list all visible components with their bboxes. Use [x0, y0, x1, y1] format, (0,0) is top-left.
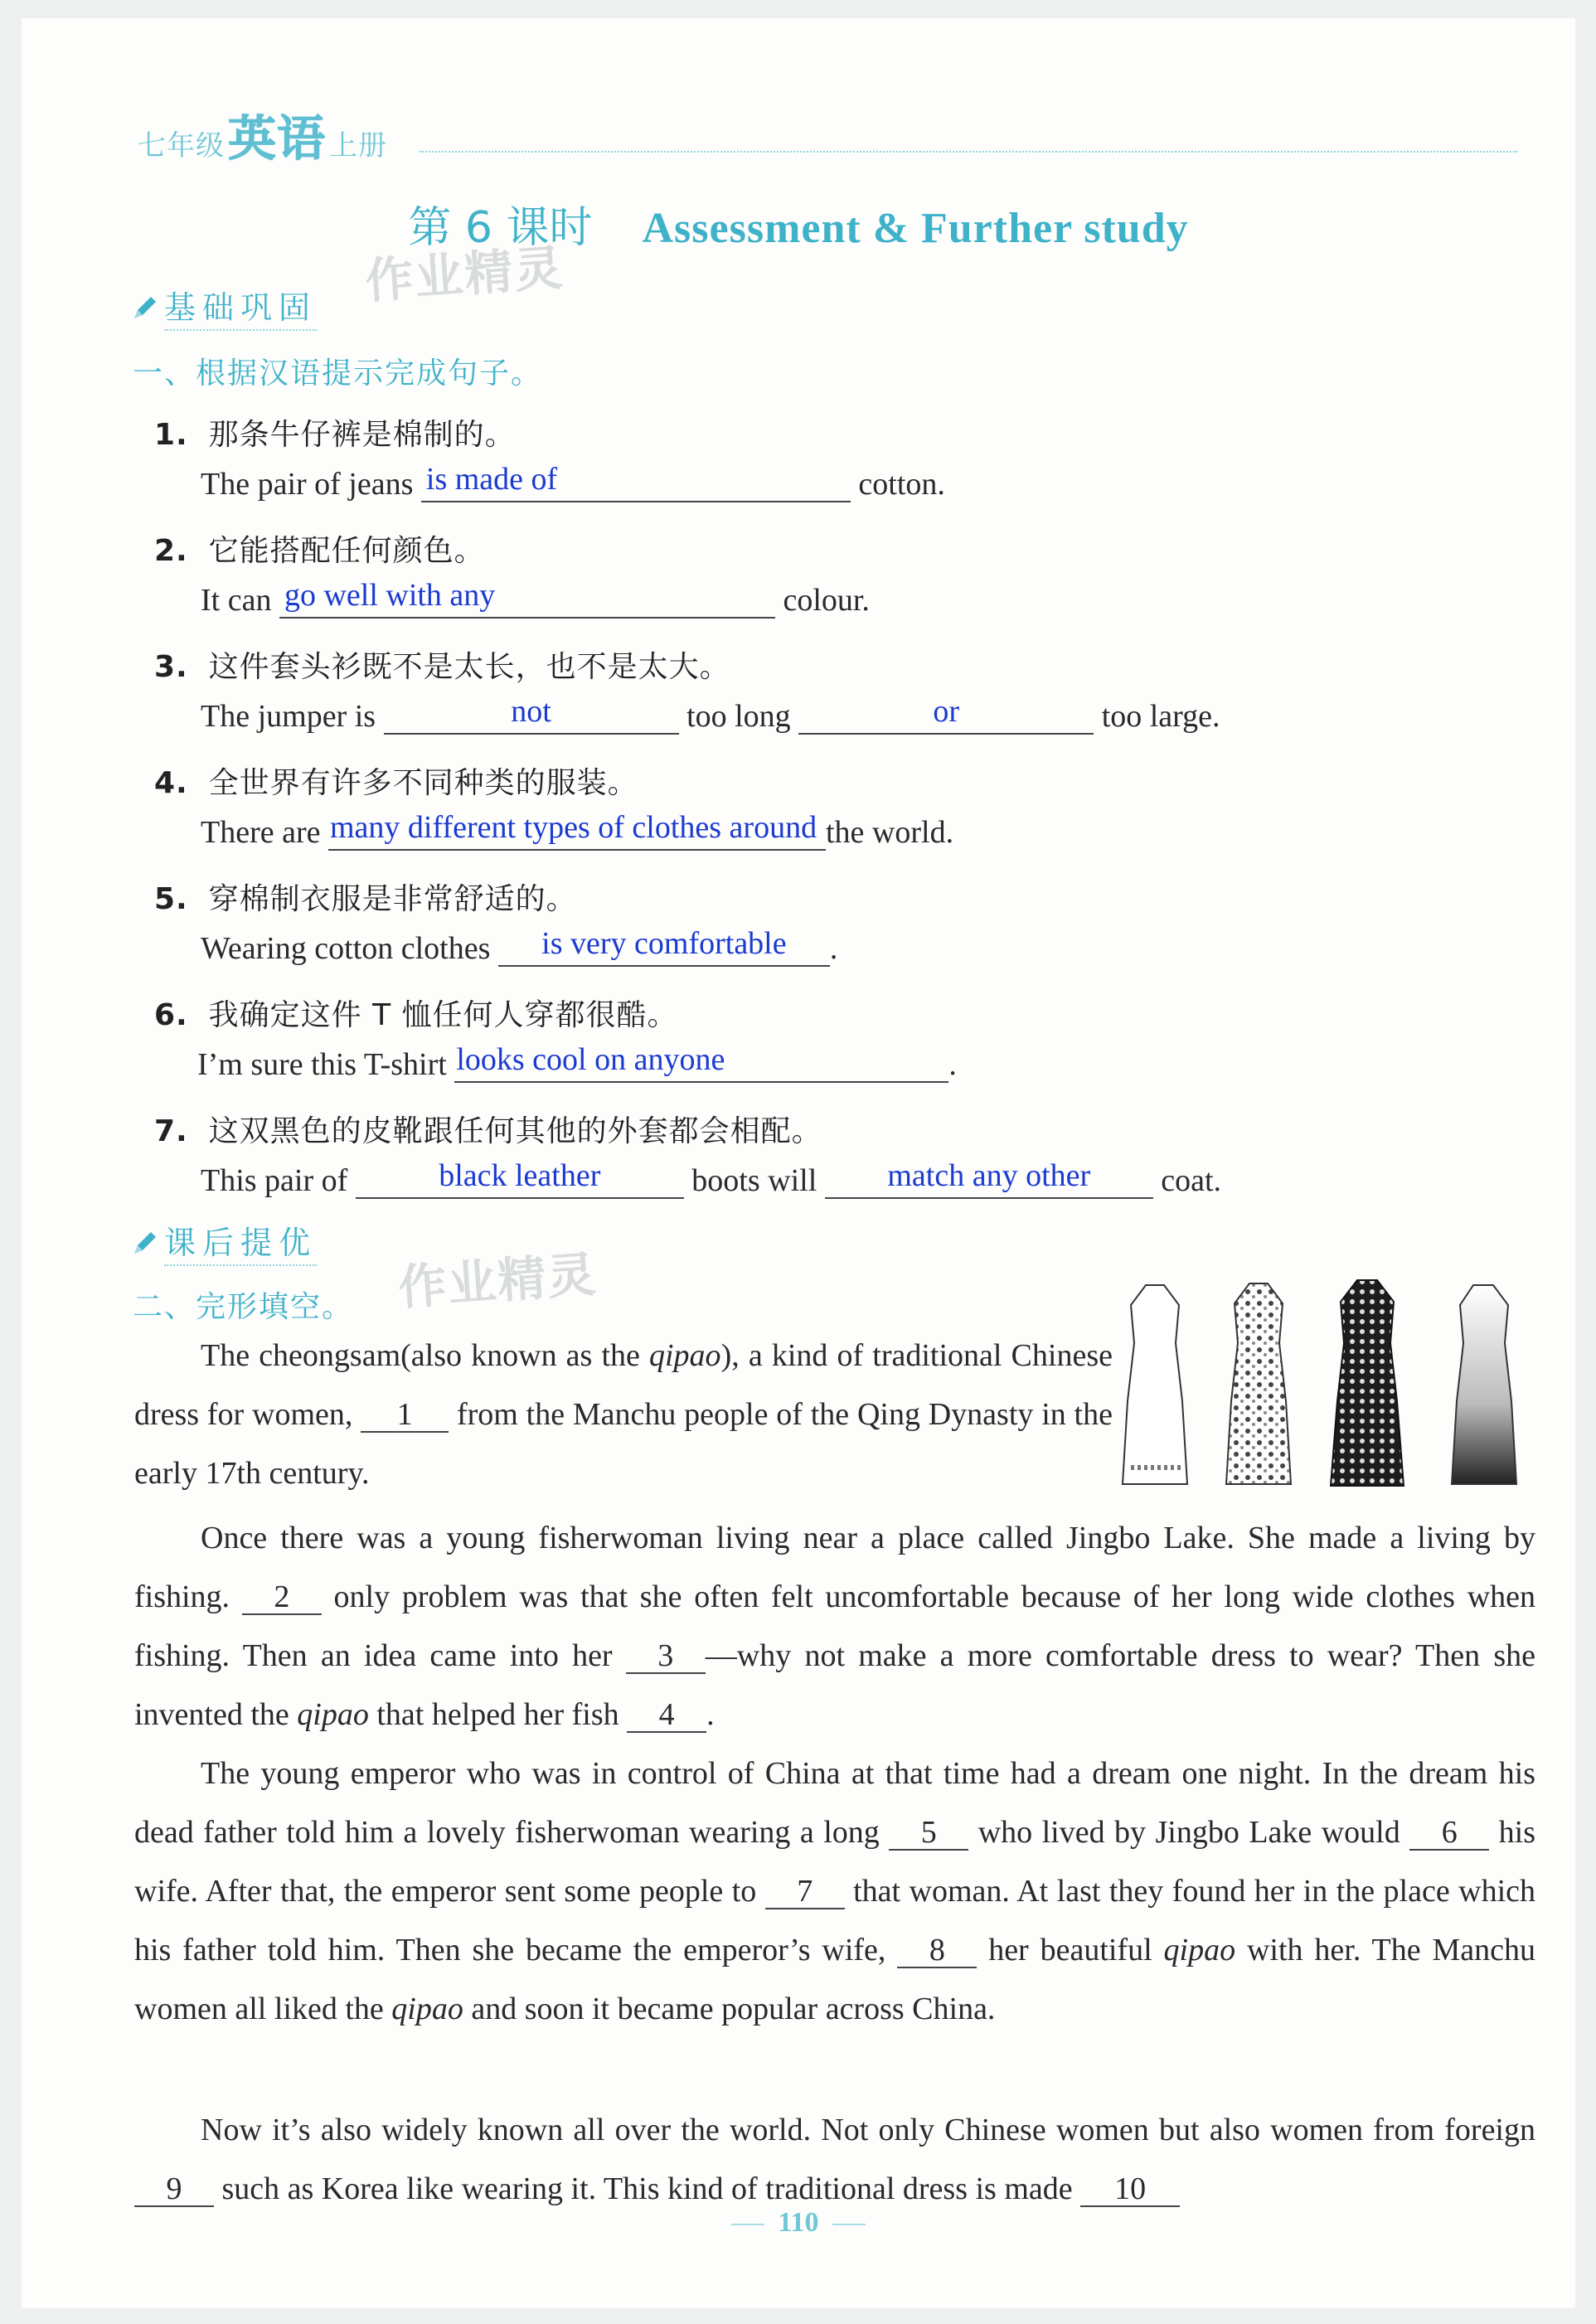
dress-floral — [1226, 1283, 1291, 1484]
page-footer — [22, 2207, 1575, 2239]
cloze-paragraph-3: The young emperor who was in control of China at that time had a dream one night. In the dream his dead father told him a lovely fisherwoman wearing a long 5 who lived by Jingbo Lake would 6 his wife. After that, the emperor sent some people to 7 that woman. At last they found her in the place which his father told him. Then she became the emperor’s wife, 8 her beautiful qipao with her. The Manchu women all liked the qipao and soon it became popular across China. — [134, 1756, 1536, 2026]
answer-line-6: I’m sure this T-shirt looks cool on anyone . — [197, 1042, 957, 1082]
answer-blank[interactable]: not — [384, 700, 679, 735]
cloze-blank[interactable]: 6 — [1409, 1816, 1489, 1851]
lesson-number: 第 6 课时 — [408, 203, 593, 253]
answer-blank[interactable]: is made of — [421, 468, 851, 502]
section-basic — [131, 282, 317, 327]
cloze-blank[interactable]: 10 — [1080, 2172, 1180, 2207]
question-4: 4. 全世界有许多不同种类的服装。 — [154, 766, 638, 800]
cloze-blank[interactable]: 9 — [134, 2172, 214, 2207]
question-6: 6. 我确定这件 T 恤任何人穿都很酷。 — [154, 998, 678, 1032]
volume-label: 上册 — [329, 129, 388, 163]
lesson-topic: Assessment & Further study — [642, 205, 1189, 252]
grade-label: 七年级 — [138, 129, 225, 163]
cloze-blank[interactable]: 3 — [626, 1639, 706, 1674]
section-improve — [131, 1217, 317, 1263]
answer-line-3: The jumper is not too long or too large. — [201, 694, 1220, 734]
dress-dark — [1331, 1280, 1404, 1486]
dress-plain — [1123, 1285, 1187, 1484]
answer-blank[interactable]: or — [798, 700, 1094, 735]
page-number: 110 — [778, 2207, 819, 2238]
cloze-paragraph-4: Now it’s also widely known all over the world. Not only Chinese women but also women from foreign 9 such as Korea like wearing it. This kind of traditional dress is made 10 — [134, 2101, 1535, 2219]
qipao-illustration — [1106, 1277, 1545, 1501]
header-divider — [420, 151, 1517, 153]
answer-blank[interactable]: go well with any — [279, 584, 775, 619]
cloze-paragraph-2: Once there was a young fisherwoman living near a place called Jingbo Lake. She made a living by fishing. 2 only problem was that she often felt uncomfortable because of her long wide clothes when fishing. Then an idea came into her 3 —why not make a more comfortable dress to wear? Then she invented the qipao that helped her fish 4 . — [134, 1521, 1536, 1732]
answer-line-2: It can go well with any colour. — [201, 578, 870, 618]
answer-line-7: This pair of black leather boots will match any other coat. — [201, 1158, 1222, 1198]
answer-blank[interactable]: looks cool on anyone — [454, 1048, 948, 1083]
question-3: 3. 这件套头衫既不是太长，也不是太大。 — [154, 650, 730, 684]
question-1: 1. 那条牛仔裤是棉制的。 — [154, 418, 516, 452]
answer-line-4: There are many different types of clothes around the world. — [201, 810, 954, 850]
part-two-title: 二、完形填空。 — [133, 1290, 354, 1324]
section-basic-label: 基础巩固 — [164, 289, 317, 331]
cloze-blank[interactable]: 2 — [242, 1580, 322, 1615]
section-improve-label: 课后提优 — [164, 1225, 317, 1266]
answer-blank[interactable]: black leather — [356, 1164, 684, 1199]
watermark-logo: 作业精灵 — [396, 1245, 599, 1317]
cloze-paragraph-1: The cheongsam(also known as the qipao), a kind of traditional Chinese dress for women, 1 from the Manchu people of the Qing Dynasty in the early 17th century. — [134, 1338, 1113, 1491]
question-5: 5. 穿棉制衣服是非常舒适的。 — [154, 882, 577, 916]
subject-label: 英语 — [228, 110, 327, 167]
cloze-blank[interactable]: 1 — [361, 1398, 449, 1433]
part-one-title: 一、根据汉语提示完成句子。 — [133, 357, 543, 391]
question-7: 7. 这双黑色的皮靴跟任何其他的外套都会相配。 — [154, 1114, 822, 1148]
watermark-logo: 作业精灵 — [363, 239, 566, 310]
cloze-blank[interactable]: 4 — [627, 1698, 706, 1733]
pencil-icon — [131, 294, 159, 322]
answer-blank[interactable]: many different types of clothes around — [328, 816, 826, 851]
pencil-icon — [131, 1229, 159, 1257]
book-header — [138, 99, 387, 169]
worksheet-page — [22, 18, 1575, 2308]
question-2: 2. 它能搭配任何颜色。 — [154, 534, 485, 568]
cloze-blank[interactable]: 8 — [897, 1933, 977, 1968]
answer-line-1: The pair of jeans is made of cotton. — [201, 462, 945, 502]
answer-blank[interactable]: is very comfortable — [498, 932, 830, 967]
dress-gradient — [1452, 1285, 1516, 1484]
answer-blank[interactable]: match any other — [825, 1164, 1153, 1199]
cloze-blank[interactable]: 5 — [889, 1816, 968, 1851]
cloze-blank[interactable]: 7 — [765, 1875, 845, 1909]
lesson-title — [22, 192, 1575, 255]
answer-line-5: Wearing cotton clothes is very comfortable . — [201, 926, 838, 966]
